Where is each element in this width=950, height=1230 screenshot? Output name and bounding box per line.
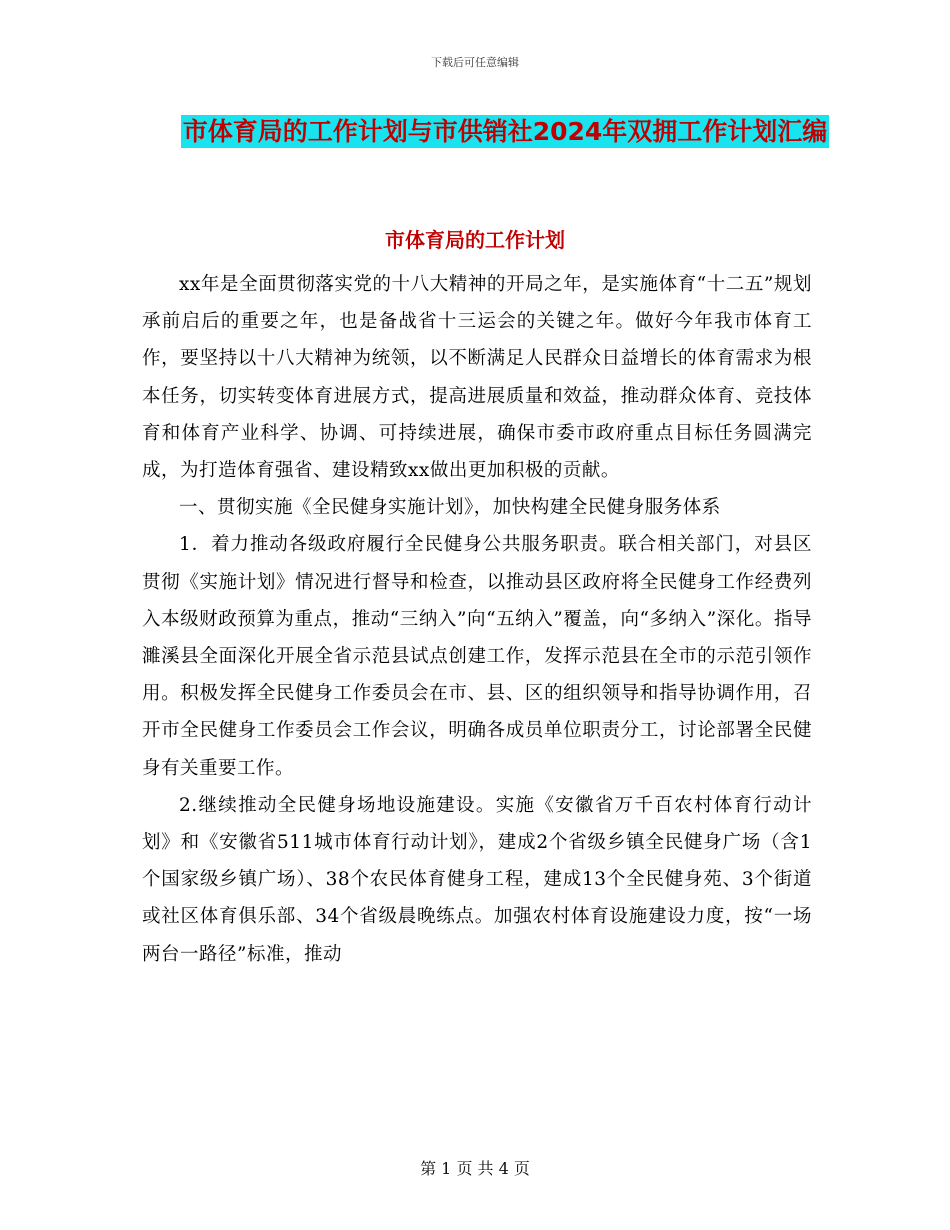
section-title: 市体育局的工作计划 — [385, 228, 565, 252]
header-note: 下载后可任意编辑 — [431, 56, 519, 69]
paragraph-heading-1: 一、贯彻实施《全民健身实施计划》，加快构建全民健身服务体系 — [179, 497, 721, 519]
paragraph-item-1: 1．着力推动各级政府履行全民健身公共服务职责。联合相关部门，对县区贯彻《实施计划》情况进行督导和检查，以推动县区政府将全民健身工作经费列入本级财政预算为重点，推动“三纳入”向“五纳入”覆盖，向“多纳入”深化。指导濉溪县全面深化开展全省示范县试点创建工作，发挥示范县在全市的示范引领作用。积极发挥全民健身工作委员会在市、县、区的组织领导和指导协调作用，召开市全民健身工作委员会工作会议，明确各成员单位职责分工，讨论部署全民健身有关重要工作。 — [142, 534, 812, 779]
document-body — [142, 266, 812, 973]
page-footer: 第 1 页 共 4 页 — [420, 1159, 530, 1178]
document-title — [140, 110, 870, 154]
paragraph-intro: xx年是全面贯彻落实党的十八大精神的开局之年，是实施体育“十二五”规划承前启后的重要之年，也是备战省十三运会的关键之年。做好今年我市体育工作，要坚持以十八大精神为统领，以不断满足人民群众日益增长的体育需求为根本任务，切实转变体育进展方式，提高进展质量和效益，推动群众体育、竞技体育和体育产业科学、协调、可持续进展，确保市委市政府重点目标任务圆满完成，为打造体育强省、建设精致xx做出更加积极的贡献。 — [142, 274, 812, 482]
document-title-text: 市体育局的工作计划与市供销社2024年双拥工作计划汇编 — [182, 117, 828, 146]
paragraph-item-2: 2.继续推动全民健身场地设施建设。实施《安徽省万千百农村体育行动计划》和《安徽省511城市体育行动计划》，建成2个省级乡镇全民健身广场（含1个国家级乡镇广场）、38个农民体育健身工程，建成13个全民健身苑、3个街道或社区体育俱乐部、34个省级晨晚练点。加强农村体育设施建设力度，按“一场两台一路径”标准，推动 — [142, 794, 812, 965]
